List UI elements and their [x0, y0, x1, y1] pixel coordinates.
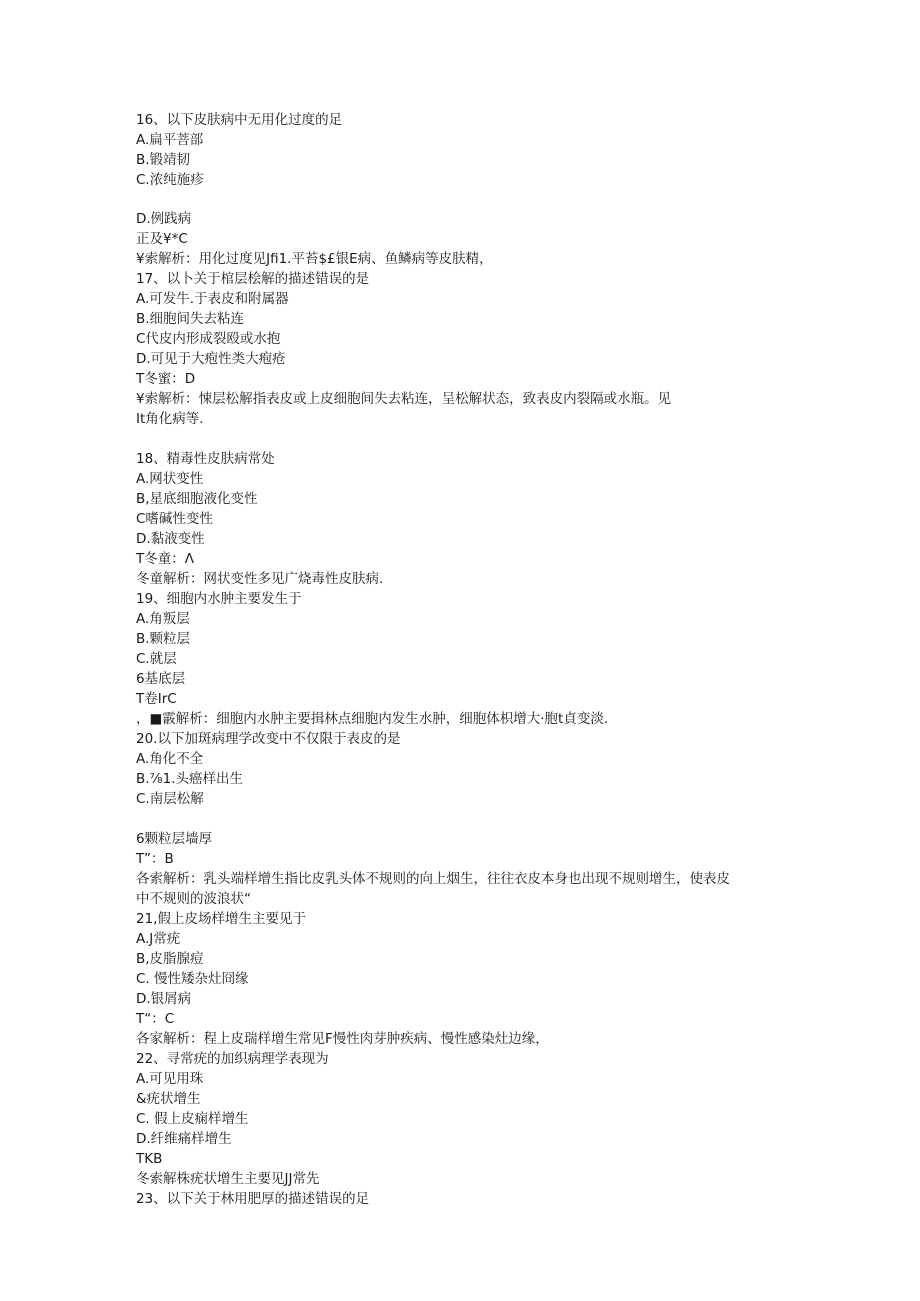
explanation-line: 各家解析：程上皮瑞样增生常见F慢性肉芽肿疾病、慢性感染灶边缘， [136, 1031, 549, 1047]
answer-line: 正及¥*C [136, 231, 188, 247]
option-b: B,星底细胞液化变性 [136, 491, 258, 507]
option-d: D.可见于大疱性类大疱疮 [136, 351, 286, 367]
option-c: C嗜碱性变性 [136, 511, 213, 527]
option-d: D.银屑病 [136, 991, 192, 1007]
question-19: 19、细胞内水肿主要发生于 [136, 591, 302, 607]
option-d: D.例践病 [136, 211, 192, 227]
option-d: D.纤维痛样增生 [136, 1131, 232, 1147]
explanation-line: ，■霰解析：细胞内水肿主要揖林点细胞内发生水肿，细胞体枳增大·胞t貞变淡. [136, 711, 609, 727]
explanation-line: 冬索解株疣状增生主要见JJ常先 [136, 1171, 320, 1187]
option-c: C.浓纯施疹 [136, 172, 204, 188]
option-d: 6颗粒层墙厚 [136, 831, 213, 847]
option-a: A.网状变性 [136, 471, 204, 487]
explanation-line: ¥索解析：悚层松解指表皮或上皮细胞间失去粘连，呈松解状态，致表皮内裂隔或水瓶。见 [136, 391, 672, 407]
option-a: A.扁平菩部 [136, 132, 204, 148]
explanation-line: ¥索解析：用化过度见Jfi1.平苔$£银E病、鱼鳞病等皮肤精， [136, 251, 493, 267]
answer-line: T卷IrC [136, 691, 177, 707]
question-23: 23、以下关于林用肥厚的描述错误的足 [136, 1191, 370, 1207]
option-b: B.颗粒层 [136, 631, 191, 647]
answer-line: T冬童：Λ [136, 551, 194, 567]
option-a: A.角化不全 [136, 751, 204, 767]
question-17: 17、以卜关于棺层桧解的描述错误的是 [136, 271, 370, 287]
explanation-line: 各索解析：乳头端样增生指比皮乳头体不规则的向上烟生，往往衣皮本身也出现不规则增生，使表皮 [136, 871, 730, 887]
option-c: C.就层 [136, 651, 177, 667]
answer-line: T”：B [136, 851, 174, 867]
option-b: B,皮脂腺痘 [136, 951, 204, 967]
option-c: C.南层松解 [136, 791, 204, 807]
option-b: &疣状增生 [136, 1091, 201, 1107]
option-a: A.可发牛.于表皮和附属器 [136, 291, 289, 307]
option-a: A.角叛层 [136, 611, 190, 627]
answer-line: T“：C [136, 1011, 175, 1027]
option-b: B.⅞1.头癌样出生 [136, 771, 244, 787]
option-c: C代皮内形成裂殴或水抱 [136, 331, 281, 347]
answer-line: TKB [136, 1151, 163, 1167]
answer-line: T冬蜜：D [136, 371, 196, 387]
explanation-continuation: 中不规则的波浪状“ [136, 891, 251, 907]
question-22: 22、寻常疣的加织病理学表现为 [136, 1051, 329, 1067]
option-a: A.可见用珠 [136, 1071, 204, 1087]
option-d: D.黏液变性 [136, 531, 205, 547]
option-c: C. 慢性矮杂灶冏缘 [136, 971, 249, 987]
option-c: C. 假上皮痫样增生 [136, 1111, 249, 1127]
explanation-continuation: It角化病等. [136, 411, 204, 427]
question-16: 16、以下皮肤病中无用化过度的足 [136, 112, 343, 128]
explanation-line: 冬童解析：网状变性多见广烧毒性皮肤病. [136, 571, 384, 587]
question-20: 20.以下加斑病理学改变中不仅限于表皮的是 [136, 731, 401, 747]
option-a: A.J常疣 [136, 931, 181, 947]
question-21: 21,假上皮场样增生主要见于 [136, 911, 306, 927]
option-b: B.细胞间失去粘连 [136, 311, 245, 327]
option-d: 6基底层 [136, 671, 186, 687]
option-b: B.锻靖韧 [136, 152, 191, 168]
question-18: 18、精毒性皮肤病常处 [136, 451, 275, 467]
